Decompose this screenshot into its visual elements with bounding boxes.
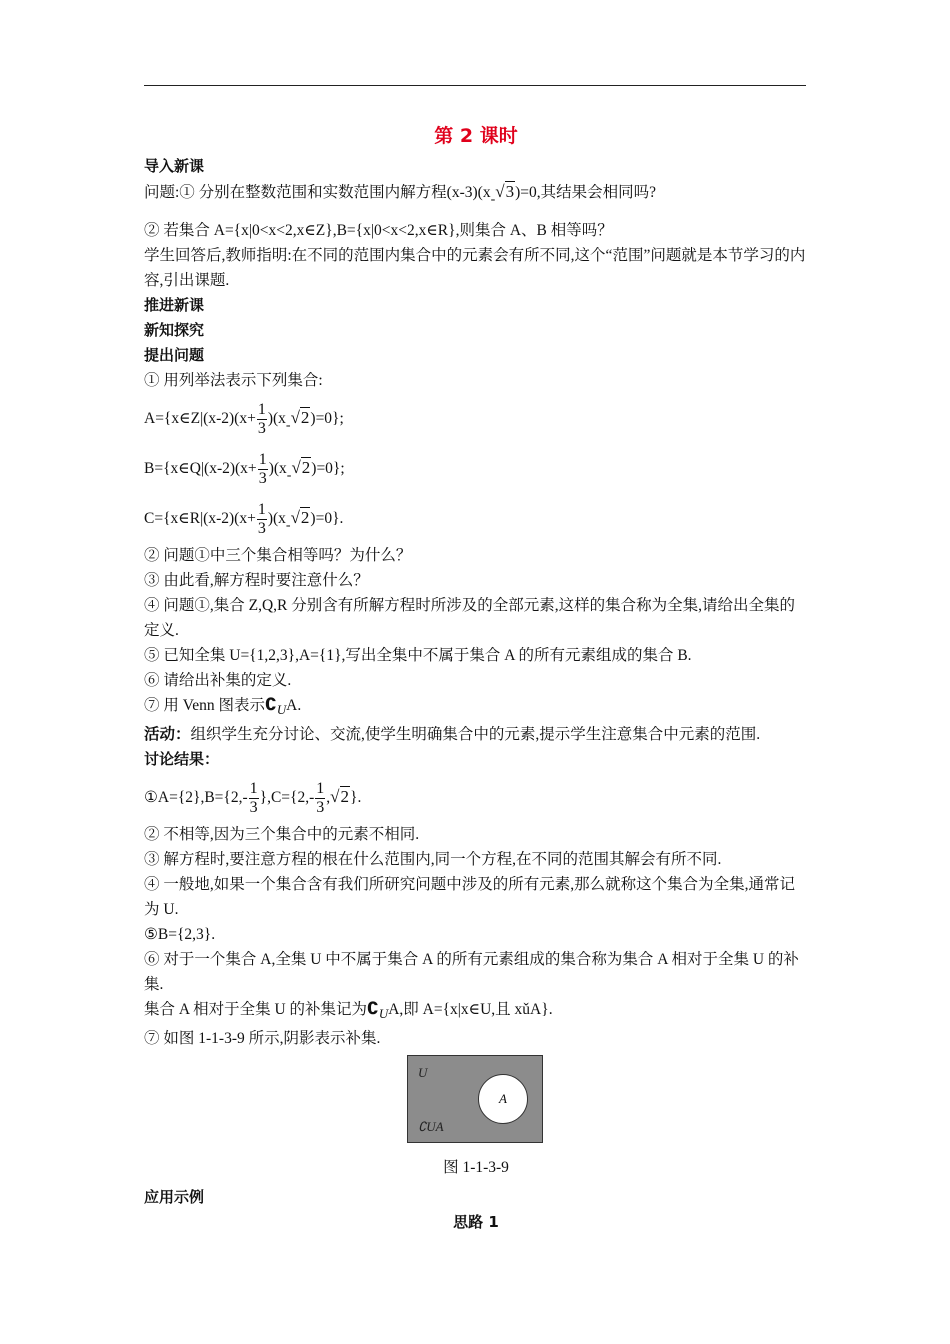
sqrt-2: √2 <box>330 787 350 807</box>
lesson-title: 第 2 课时 <box>434 125 518 147</box>
answer-1: ①A={2},B={2,- $\frac{1}{3}$ },C={2,- $\frac{1}{3}$ ,√2}. <box>144 780 362 817</box>
intro-question-1: 问题:① 分别在整数范围和实数范围内解方程(x-3)(x-√3)=0,其结果会相同吗? <box>144 182 657 207</box>
activity-note: 活动：组织学生充分讨论、交流,使学生明确集合中的元素,提示学生注意集合中元素的范围. <box>144 726 761 744</box>
set-b-definition: B={x∈Q|(x-2)(x+ $\frac{1}{3}$ )(x-√2)=0}; <box>144 450 345 487</box>
venn-figure <box>144 1051 808 1151</box>
question-6: ⑥ 请给出补集的定义. <box>144 672 292 689</box>
sqrt-2: √2 <box>290 408 310 427</box>
set-a-definition: A={x∈Z|(x-2)(x+ $\frac{1}{3}$ )(x-√2)=0}; <box>144 400 344 437</box>
section-result-heading: 讨论结果： <box>144 750 220 769</box>
fraction-one-third: $\frac{1}{3}$ <box>257 400 266 437</box>
fraction-one-third: $\frac{1}{3}$ <box>257 500 266 537</box>
question-7: ⑦ 用 Venn 图表示$∁_UA$. <box>144 695 302 718</box>
header-rule <box>144 85 806 86</box>
question-1: ① 用列举法表示下列集合: <box>144 372 323 389</box>
section-raise-heading: 提出问题 <box>144 346 205 364</box>
complement-symbol: ∁ <box>264 695 277 715</box>
section-apply-heading: 应用示例 <box>144 1188 205 1207</box>
answer-2: ② 不相等,因为三个集合中的元素不相同. <box>144 826 420 844</box>
complement-symbol: ∁ <box>367 999 379 1020</box>
answer-6-notation: 集合 A 相对于全集 U 的补集记为$∁_UA$,即 A={x|x∈U,且 xǔA}. <box>144 999 553 1022</box>
answer-4: ④ 一般地,如果一个集合含有我们所研究问题中涉及的所有元素,那么就称这个集合为全集,通常记为 U. <box>144 876 796 919</box>
answer-3: ③ 解方程时,要注意方程的根在什么范围内,同一个方程,在不同的范围其解会有所不同. <box>144 851 722 869</box>
question-2: ② 问题①中三个集合相等吗？为什么？ <box>144 547 412 564</box>
complement-label: ∁UA <box>418 1119 444 1135</box>
answer-5: ⑤B={2,3}. <box>144 926 216 944</box>
figure-caption: 图 1-1-3-9 <box>443 1159 509 1177</box>
question-3: ③ 由此看,解方程时要注意什么？ <box>144 572 369 589</box>
section-intro-heading: 导入新课 <box>144 157 205 175</box>
idea-1-heading: 思路 1 <box>453 1213 499 1232</box>
sqrt-2: √2 <box>290 508 310 527</box>
answer-7: ⑦ 如图 1-1-3-9 所示,阴影表示补集. <box>144 1030 381 1048</box>
sqrt-2: √2 <box>291 458 311 477</box>
set-a-circle: A <box>478 1074 528 1124</box>
question-5: ⑤ 已知全集 U={1,2,3},A={1},写出全集中不属于集合 A 的所有元素组成的集合 B. <box>144 647 692 664</box>
intro-question-2: ② 若集合 A={x|0<x<2,x∈Z},B={x|0<x<2,x∈R},则集合 A、B 相等吗？ <box>144 222 613 239</box>
question-4: ④ 问题①,集合 Z,Q,R 分别含有所解方程时所涉及的全部元素,这样的集合称为全集,请给出全集的定义. <box>144 597 796 639</box>
fraction-one-third: $\frac{1}{3}$ <box>316 780 325 817</box>
universal-set-label: U <box>418 1065 428 1081</box>
set-c-definition: C={x∈R|(x-2)(x+ $\frac{1}{3}$ )(x-√2)=0}. <box>144 500 344 537</box>
fraction-one-third: $\frac{1}{3}$ <box>249 780 258 817</box>
fraction-one-third: $\frac{1}{3}$ <box>258 450 267 487</box>
section-explore-heading: 新知探究 <box>144 321 205 339</box>
section-advance-heading: 推进新课 <box>144 296 205 314</box>
venn-diagram <box>407 1055 543 1143</box>
document-page <box>144 118 808 1235</box>
sqrt-3: √3 <box>495 182 515 201</box>
teacher-note: 学生回答后,教师指明:在不同的范围内集合中的元素会有所不同,这个“范围”问题就是本节学习的内容,引出课题. <box>144 247 806 289</box>
answer-6: ⑥ 对于一个集合 A,全集 U 中不属于集合 A 的所有元素组成的集合称为集合 A 相对于全集 U 的补集. <box>144 951 799 994</box>
